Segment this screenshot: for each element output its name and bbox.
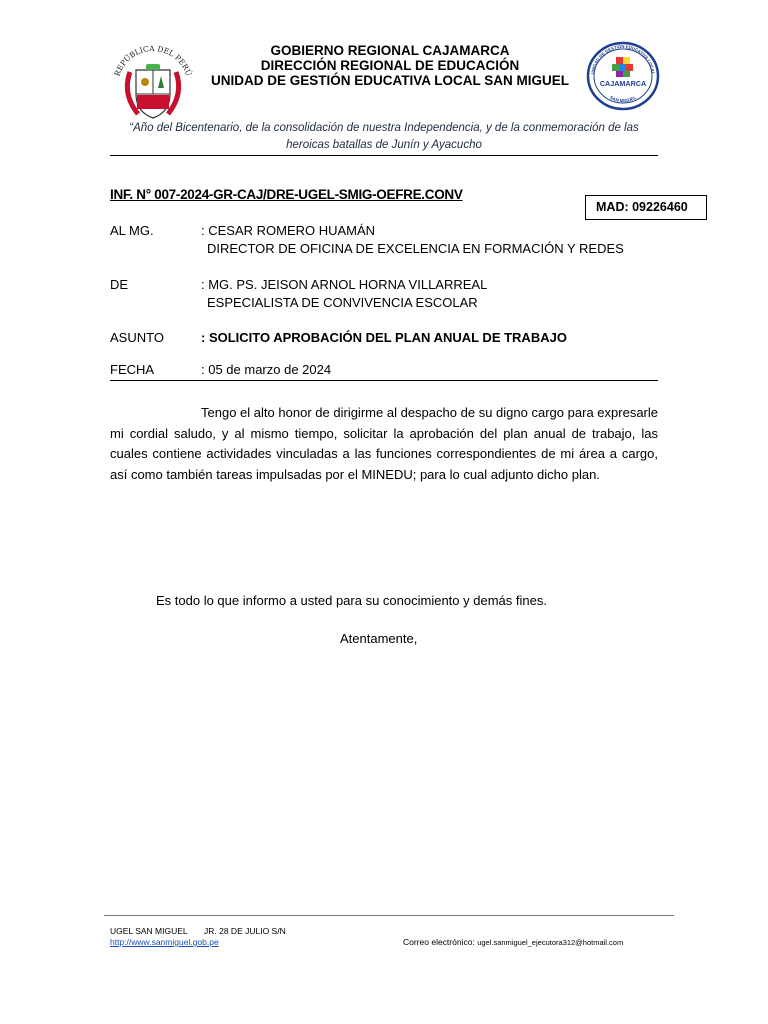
closing-line: Es todo lo que informo a usted para su conocimiento y demás fines. xyxy=(156,593,547,608)
subject-label: ASUNTO xyxy=(110,330,164,345)
motto-line-1: “Año del Bicentenario, de la consolidación de nuestra Independencia, y de la conmemoración de las xyxy=(129,122,639,134)
from-label: DE xyxy=(110,277,129,292)
footer-website-link[interactable]: http://www.sanmiguel.gob.pe xyxy=(110,937,219,947)
report-number: INF. N° 007-2024-GR-CAJ/DRE-UGEL-SMIG-OEFRE.CONV xyxy=(110,187,463,202)
header-direction: DIRECCIÓN REGIONAL DE EDUCACIÓN xyxy=(260,58,520,73)
svg-text:REPÚBLICA DEL PERÚ: REPÚBLICA DEL PERÚ xyxy=(112,43,194,78)
header-divider xyxy=(110,155,658,156)
sign-off: Atentamente, xyxy=(340,631,418,646)
footer-org: UGEL SAN MIGUEL xyxy=(110,926,188,936)
date-value: : 05 de marzo de 2024 xyxy=(201,362,332,377)
footer-email-address: ugel.sanmiguel_ejecutora312@hotmail.com xyxy=(477,938,624,947)
to-name: : CESAR ROMERO HUAMÁN xyxy=(201,223,376,238)
svg-text:CAJAMARCA: CAJAMARCA xyxy=(599,79,647,88)
footer-divider xyxy=(104,915,674,916)
to-title: DIRECTOR DE OFICINA DE EXCELENCIA EN FORMACIÓN Y REDES xyxy=(207,241,624,256)
metadata-divider xyxy=(110,380,658,381)
motto-line-2: heroicas batallas de Junín y Ayacucho xyxy=(286,139,482,151)
footer-email-label: Correo electrónico: xyxy=(403,937,475,947)
header-government: GOBIERNO REGIONAL CAJAMARCA xyxy=(270,43,510,58)
svg-text:SAN MIGUEL: SAN MIGUEL xyxy=(609,94,637,104)
footer-email xyxy=(403,937,623,947)
mad-box: MAD: 09226460 xyxy=(585,195,707,220)
date-label: FECHA xyxy=(110,362,155,377)
footer-address: JR. 28 DE JULIO S/N xyxy=(204,926,286,936)
from-name: : MG. PS. JEISON ARNOL HORNA VILLARREAL xyxy=(201,277,488,292)
body-paragraph: Tengo el alto honor de dirigirme al despacho de su digno cargo para expresarle mi cordial saludo, y al mismo tiempo, solicitar la aprobación del plan anual de trabajo, las cuales contiene actividades vinculadas a las funciones correspondientes de mi área a cargo, así como también tareas impulsadas por el MINEDU; para lo cual adjunto dicho plan. xyxy=(110,405,658,483)
header-unit: UNIDAD DE GESTIÓN EDUCATIVA LOCAL SAN MIGUEL xyxy=(210,73,569,88)
subject-value: : SOLICITO APROBACIÓN DEL PLAN ANUAL DE TRABAJO xyxy=(201,330,567,345)
svg-text:UNIDAD DE GESTIÓN EDUCATIVA LO: UNIDAD DE GESTIÓN EDUCATIVA LOCAL xyxy=(590,44,656,75)
from-title: ESPECIALISTA DE CONVIVENCIA ESCOLAR xyxy=(207,295,478,310)
to-label: AL MG. xyxy=(110,223,154,238)
